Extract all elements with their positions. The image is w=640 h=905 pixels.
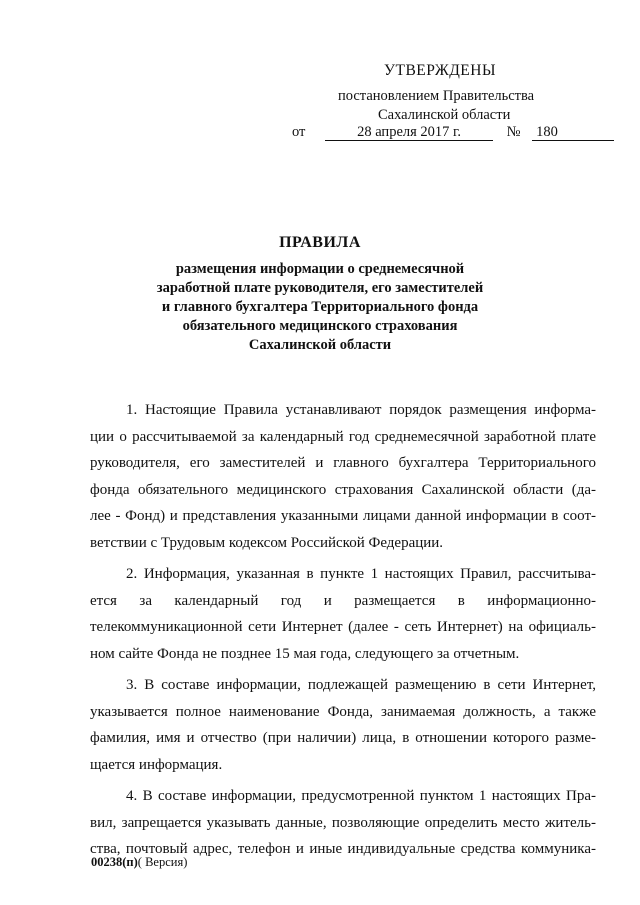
footer-code [91, 855, 187, 870]
text-line: руководителя, его заместителей и главного бухгалтера Территориального [90, 455, 596, 471]
text-line: щается информация. [90, 756, 223, 773]
number-label: № [506, 124, 521, 140]
text-line: вил, запрещается указывать данные, позволяющие определить место житель- [90, 814, 596, 831]
text-line: фамилия, имя и отчество (при наличии) лица, в отношении которого разме- [90, 730, 596, 746]
subtitle-line: размещения информации о среднемесячной [175, 261, 465, 277]
text-line: телекоммуникационной сети Интернет (далее - сеть Интернет) на официаль- [90, 619, 596, 635]
approval-date-row [292, 124, 614, 141]
from-label: от [292, 124, 306, 140]
text-line: лее - Фонд) и представления указанными лицами данной информации в соот- [90, 508, 596, 524]
approval-date: 28 апреля 2017 г. [325, 125, 493, 141]
subtitle-line: Сахалинской области [248, 337, 392, 353]
document-subtitle [150, 260, 490, 355]
text-line: 1. Настоящие Правила устанавливают порядок размещения информа- [126, 402, 596, 418]
approval-line-resolution: постановлением Правительства [338, 88, 535, 104]
paragraph-4 [90, 783, 596, 863]
document-version: ( Версия) [137, 855, 188, 869]
paragraph-3 [90, 672, 596, 778]
text-line: 2. Информация, указанная в пункте 1 настоящих Правил, рассчитыва- [126, 566, 596, 582]
subtitle-line: и главного бухгалтера Территориального фонда [161, 299, 479, 315]
document-body [90, 397, 596, 868]
text-line: фонда обязательного медицинского страхования Сахалинской области (да- [90, 481, 596, 498]
subtitle-line: заработной плате руководителя, его заместителей [156, 280, 484, 296]
subtitle-line: обязательного медицинского страхования [182, 318, 458, 334]
text-line: ства, почтовый адрес, телефон и иные индивидуальные средства коммуника- [90, 841, 596, 857]
document-title: ПРАВИЛА [279, 234, 361, 251]
paragraph-2 [90, 561, 596, 667]
text-line: указывается полное наименование Фонда, занимаемая должность, а также [90, 703, 596, 720]
document-code: 00238(п) [91, 855, 138, 869]
approved-heading: УТВЕРЖДЕНЫ [384, 62, 496, 79]
text-line: ется за календарный год и размещается в информационно- [90, 592, 596, 609]
text-line: ции о рассчитываемой за календарный год среднемесячной заработной плате [90, 428, 596, 445]
approval-line-region: Сахалинской области [378, 107, 511, 123]
approval-number: 180 [532, 125, 614, 141]
paragraph-1 [90, 397, 596, 556]
text-line: ном сайте Фонда не позднее 15 мая года, следующего за отчетным. [90, 645, 520, 662]
text-line: ветствии с Трудовым кодексом Российской Федерации. [90, 534, 444, 551]
text-line: 4. В составе информации, предусмотренной пунктом 1 настоящих Пра- [126, 788, 596, 804]
text-line: 3. В составе информации, подлежащей размещению в сети Интернет, [126, 677, 596, 693]
